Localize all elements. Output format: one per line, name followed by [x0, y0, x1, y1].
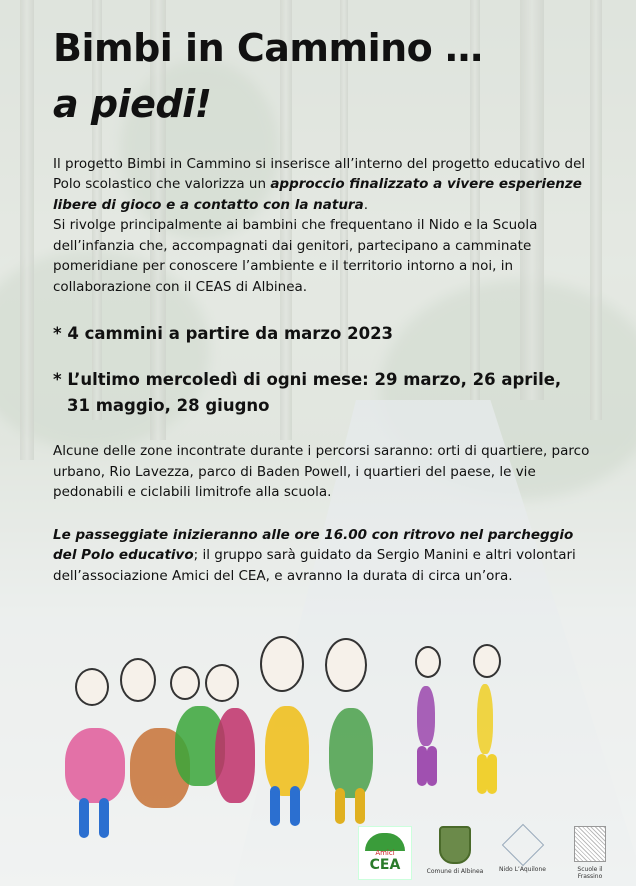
intro-emphasis: approccio finalizzato a vivere esperienze libere di gioco e a contatto con la natura	[53, 176, 582, 213]
intro-paragraph	[53, 154, 598, 298]
tree-icon	[574, 826, 606, 862]
albinea-logo	[425, 826, 485, 875]
flyer-content	[53, 28, 598, 586]
walks-paragraph	[53, 525, 598, 587]
sponsor-logos	[355, 826, 615, 881]
bullet-dates-line-2: 31 maggio, 28 giugno	[67, 396, 270, 416]
walks-rest: ; il gruppo sarà guidato da Sergio Manini e altri volontari dell’associazione Amici del CEA, e avranno la durata di circa un’ora.	[53, 547, 576, 584]
children-drawing	[45, 628, 515, 828]
frassino-label: Scuole il Frassino	[577, 866, 603, 880]
zones-paragraph: Alcune delle zone incontrate durante i percorsi saranno: orti di quartiere, parco urbano, Rio Lavezza, parco di Baden Powell, i quartieri del paese, le vie pedonabili e ciclabili limitrofe alla scuola.	[53, 443, 590, 501]
frassino-logo	[565, 826, 615, 880]
kite-icon	[501, 824, 543, 866]
cea-logo-top: Amici	[375, 849, 395, 857]
bullet-cammini: * 4 cammini a partire da marzo 2023	[53, 324, 394, 344]
intro-part-3: Si rivolge principalmente ai bambini che frequentano il Nido e la Scuola dell’infanzia che, accompagnati dai genitori, partecipano a camminate pomeridiane per conoscere l’ambiente e il territorio intorno a noi, in collaborazione con il CEAS di Albinea.	[53, 217, 538, 295]
aquilone-logo	[495, 826, 550, 873]
intro-part-2: .	[363, 196, 368, 213]
bullet-dates-line-1: * L’ultimo mercoledì di ogni mese: 29 marzo, 26 aprile,	[53, 370, 562, 390]
title-line-1: Bimbi in Cammino …	[53, 26, 483, 70]
bullet-dates	[53, 367, 598, 419]
cea-logo	[358, 826, 412, 880]
aquilone-label: Nido L’Aquilone	[499, 866, 546, 873]
albinea-label: Comune di Albinea	[426, 868, 484, 875]
intro-part-1: Il progetto Bimbi in Cammino si inserisce all’interno del progetto educativo del Polo scolastico che valorizza un	[53, 155, 586, 193]
walks-emphasis: Le passeggiate inizieranno alle ore 16.00 con ritrovo nel parcheggio del Polo educativo	[53, 526, 574, 564]
cea-logo-text: CEA	[369, 857, 401, 873]
title-line-2: a piedi!	[53, 81, 212, 126]
coat-of-arms-icon	[439, 826, 471, 864]
